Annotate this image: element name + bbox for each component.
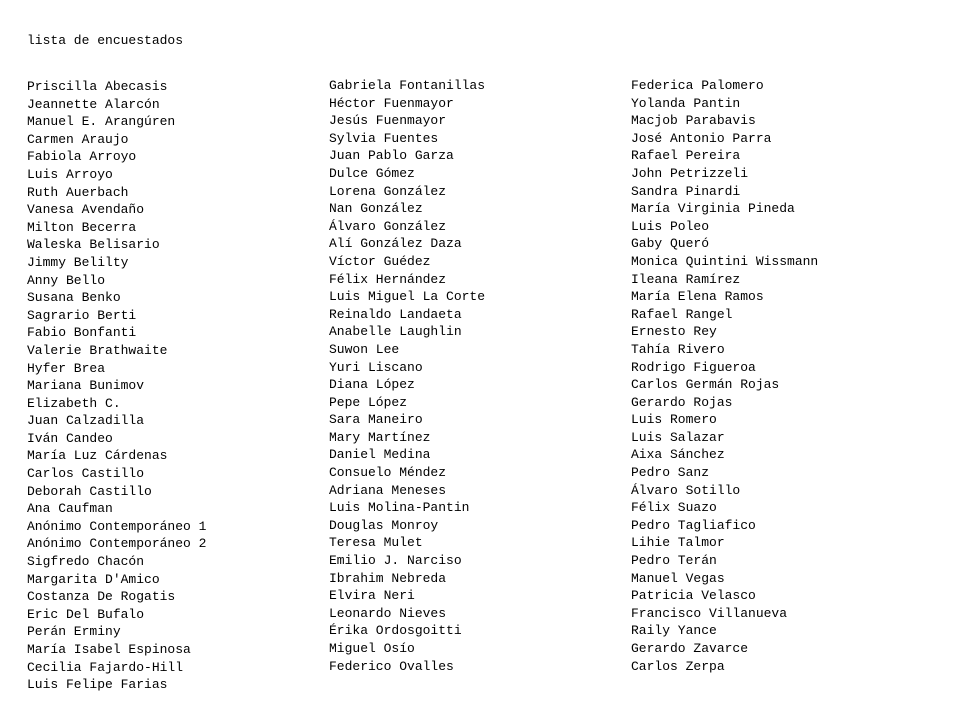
page-title: lista de encuestados [27, 33, 184, 48]
respondent-name: Margarita D'Amico [27, 571, 160, 587]
respondent-name: Sigfredo Chacón [27, 554, 145, 570]
respondent-name: Deborah Castillo [27, 483, 152, 499]
respondent-name: Gabriela Fontanillas [329, 78, 486, 93]
respondent-name: Raily Yance [631, 623, 717, 639]
respondent-name: Elvira Neri [329, 588, 415, 604]
respondent-name: María Virginia Pineda [631, 201, 795, 217]
respondent-name: Carlos Castillo [27, 466, 145, 482]
respondent-name: Emilio J. Narciso [329, 553, 462, 569]
respondent-name: Adriana Meneses [329, 482, 447, 498]
respondent-name: Teresa Mulet [329, 535, 423, 551]
respondent-name: Luis Molina-Pantin [329, 500, 470, 516]
respondent-name: Elizabeth C. [27, 395, 121, 411]
respondent-name: Costanza De Rogatis [27, 589, 176, 605]
respondent-name: Miguel Osío [329, 641, 415, 656]
respondent-name: Félix Suazo [631, 500, 717, 516]
respondent-name: Carlos Germán Rojas [631, 377, 780, 393]
name-column-2 [329, 77, 485, 675]
respondent-name: Carlos Zerpa [631, 658, 725, 674]
respondent-name: Fabio Bonfanti [27, 325, 137, 341]
respondent-name: Anónimo Contemporáneo 2 [27, 536, 207, 552]
respondent-name: Waleska Belisario [27, 237, 160, 253]
respondent-name: Pedro Terán [631, 553, 717, 569]
respondent-name: Luis Romero [631, 412, 717, 428]
respondent-name: Nan González [329, 201, 423, 217]
respondent-name: Luis Poleo [631, 218, 710, 234]
respondent-name: Federica Palomero [631, 78, 764, 93]
respondent-name: Pedro Tagliafico [631, 517, 756, 533]
respondent-name: Juan Pablo Garza [329, 148, 454, 164]
respondent-name: Juan Calzadilla [27, 413, 145, 429]
respondent-name: Gerardo Rojas [631, 394, 733, 410]
respondent-name: Jimmy Belilty [27, 254, 129, 270]
respondent-name: Cecilia Fajardo-Hill [27, 659, 184, 675]
respondent-name: Yuri Liscano [329, 359, 423, 375]
respondent-name: Iván Candeo [27, 430, 113, 446]
respondent-name: Perán Erminy [27, 624, 121, 640]
respondent-name: Douglas Monroy [329, 517, 439, 533]
respondent-name: Monica Quintini Wissmann [631, 253, 819, 269]
respondent-name: Rafael Rangel [631, 306, 733, 322]
respondent-name: Patricia Velasco [631, 588, 756, 604]
respondent-name: Anónimo Contemporáneo 1 [27, 518, 207, 534]
respondent-name: Consuelo Méndez [329, 465, 447, 481]
name-column-3 [631, 77, 818, 675]
respondent-name: Milton Becerra [27, 219, 137, 235]
respondent-name: Aixa Sánchez [631, 447, 725, 463]
respondent-name: John Petrizzeli [631, 165, 749, 181]
respondent-name: Ruth Auerbach [27, 184, 129, 200]
respondent-name: Álvaro Sotillo [631, 482, 741, 498]
respondent-name: Diana López [329, 377, 415, 393]
respondent-name: Leonardo Nieves [329, 605, 447, 621]
respondent-name: Daniel Medina [329, 447, 431, 463]
respondent-name: Federico Ovalles [329, 658, 454, 674]
respondent-name: Luis Arroyo [27, 166, 113, 182]
respondent-name: Suwon Lee [329, 341, 400, 357]
respondent-name: Mary Martínez [329, 429, 431, 445]
respondent-name: Víctor Guédez [329, 253, 431, 269]
respondent-name: Tahía Rivero [631, 341, 725, 357]
respondent-name: Dulce Gómez [329, 165, 415, 181]
name-column-1 [27, 78, 206, 694]
respondent-name: Rafael Pereira [631, 148, 741, 164]
respondent-name: Jesús Fuenmayor [329, 113, 447, 129]
respondent-name: José Antonio Parra [631, 130, 772, 146]
respondent-name: Sagrario Berti [27, 307, 137, 323]
respondent-name: Manuel E. Arangúren [27, 114, 176, 130]
respondent-name: Pepe López [329, 394, 408, 410]
respondent-name: Luis Salazar [631, 429, 725, 445]
respondent-name: Luis Felipe Farias [27, 677, 168, 693]
respondent-name: Mariana Bunimov [27, 378, 145, 394]
respondent-name: Valerie Brathwaite [27, 342, 168, 358]
respondent-name: Ernesto Rey [631, 324, 717, 340]
respondent-name: Érika Ordosgoitti [329, 623, 462, 639]
respondent-name: Anabelle Laughlin [329, 324, 462, 340]
respondent-name: Pedro Sanz [631, 465, 710, 481]
respondent-name: María Elena Ramos [631, 289, 764, 305]
respondent-name: Fabiola Arroyo [27, 149, 137, 165]
respondent-name: Lihie Talmor [631, 535, 725, 551]
respondent-name: Eric Del Bufalo [27, 606, 145, 622]
respondent-name: Gerardo Zavarce [631, 641, 749, 656]
respondent-name: María Luz Cárdenas [27, 448, 168, 464]
respondent-name: Susana Benko [27, 290, 121, 306]
respondent-name: Rodrigo Figueroa [631, 359, 756, 375]
respondent-name: Ileana Ramírez [631, 271, 741, 287]
respondent-name: Vanesa Avendaño [27, 202, 145, 218]
respondent-name: Héctor Fuenmayor [329, 95, 454, 111]
respondent-name: Reinaldo Landaeta [329, 306, 462, 322]
respondent-name: Macjob Parabavis [631, 113, 756, 129]
respondent-name: María Isabel Espinosa [27, 642, 191, 657]
respondent-name: Carmen Araujo [27, 131, 129, 147]
respondent-name: Anny Bello [27, 272, 106, 288]
respondent-name: Ibrahim Nebreda [329, 570, 447, 586]
respondent-name: Sandra Pinardi [631, 183, 741, 199]
respondent-name: Gaby Queró [631, 236, 710, 252]
respondent-name: Hyfer Brea [27, 360, 106, 376]
respondent-name: Lorena González [329, 183, 447, 199]
respondent-name: Sylvia Fuentes [329, 130, 439, 146]
respondent-name: Félix Hernández [329, 271, 447, 287]
respondent-name: Luis Miguel La Corte [329, 289, 486, 305]
respondent-name: Álvaro González [329, 218, 447, 234]
respondent-name: Sara Maneiro [329, 412, 423, 428]
respondent-name: Yolanda Pantin [631, 95, 741, 111]
respondent-name: Priscilla Abecasis [27, 79, 168, 94]
respondent-name: Manuel Vegas [631, 570, 725, 586]
respondent-name: Francisco Villanueva [631, 605, 788, 621]
respondent-name: Ana Caufman [27, 501, 113, 517]
respondent-name: Jeannette Alarcón [27, 96, 160, 112]
respondent-name: Alí González Daza [329, 236, 462, 252]
